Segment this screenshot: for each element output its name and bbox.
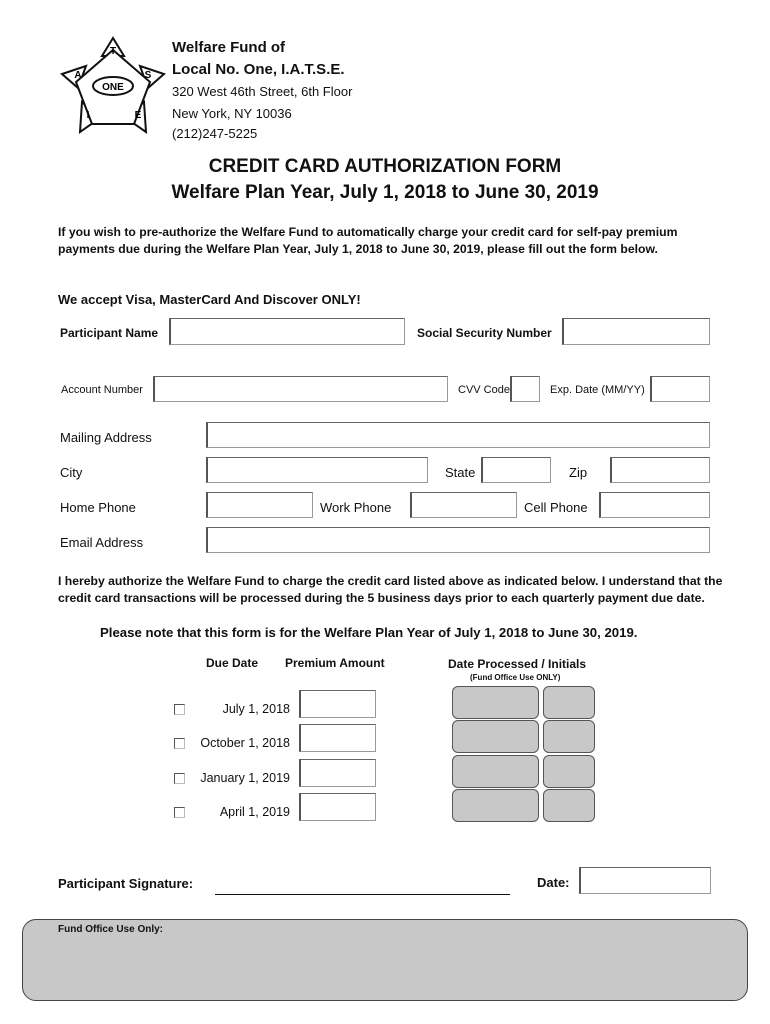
exp-date-input[interactable] (650, 376, 710, 402)
premium-amount-input[interactable] (299, 690, 376, 718)
signature-date-label: Date: (537, 875, 570, 890)
due-date-text: July 1, 2018 (222, 702, 290, 716)
org-address2: New York, NY 10036 (172, 106, 292, 121)
cell-phone-input[interactable] (599, 492, 710, 518)
signature-date-input[interactable] (579, 867, 711, 894)
work-phone-label: Work Phone (320, 500, 392, 515)
exp-date-label: Exp. Date (MM/YY) (550, 384, 645, 396)
logo-letter-e: E (134, 110, 142, 121)
ssn-label: Social Security Number (417, 326, 552, 340)
email-input[interactable] (206, 527, 710, 553)
participant-name-label: Participant Name (60, 326, 159, 340)
initials-box (543, 686, 595, 719)
date-processed-box (452, 720, 539, 753)
org-name-line2: Local No. One, I.A.T.S.E. (172, 61, 345, 78)
cvv-input[interactable] (510, 376, 540, 402)
date-processed-header: Date Processed / Initials (448, 657, 587, 671)
date-processed-box (452, 755, 539, 788)
form-title: CREDIT CARD AUTHORIZATION FORM (208, 156, 562, 177)
date-processed-box (452, 789, 539, 822)
mailing-address-input[interactable] (206, 422, 710, 448)
account-number-label: Account Number (61, 384, 143, 396)
org-name-line1: Welfare Fund of (172, 39, 286, 56)
email-label: Email Address (60, 535, 144, 550)
logo-letter-t: T (109, 46, 117, 57)
ssn-input[interactable] (562, 318, 710, 345)
logo-letter-a: A (74, 70, 82, 81)
mailing-address-label: Mailing Address (60, 430, 152, 445)
home-phone-input[interactable] (206, 492, 313, 518)
fund-office-box (22, 919, 748, 1001)
authorization-text: I hereby authorize the Welfare Fund to charge the credit card listed above as indicated below. I understand that the credit card transactions will be processed during the 5 business days prior to each quarterly payment due date. (58, 574, 723, 605)
state-input[interactable] (481, 457, 551, 483)
plan-note: Please note that this form is for the Welfare Plan Year of July 1, 2018 to June 30, 2019. (100, 625, 638, 640)
zip-input[interactable] (610, 457, 710, 483)
signature-line[interactable] (215, 894, 510, 895)
fund-office-label: Fund Office Use Only: (58, 924, 164, 935)
due-date-header: Due Date (206, 656, 259, 670)
due-date-text: April 1, 2019 (219, 805, 290, 819)
premium-amount-header: Premium Amount (285, 656, 385, 670)
initials-box (543, 789, 595, 822)
cell-phone-label: Cell Phone (524, 500, 588, 515)
city-input[interactable] (206, 457, 428, 483)
form-subtitle: Welfare Plan Year, July 1, 2018 to June 30, 2019 (171, 182, 599, 203)
due-date-text: January 1, 2019 (200, 771, 290, 785)
date-processed-box (452, 686, 539, 719)
home-phone-label: Home Phone (60, 500, 136, 515)
due-date-text: October 1, 2018 (200, 736, 290, 750)
account-number-input[interactable] (153, 376, 448, 402)
intro-paragraph: If you wish to pre-authorize the Welfare Fund to automatically charge your credit card for self-pay premium payments due during the Welfare Plan Year, July 1, 2018 to June 30, 2019, please fill out the form below. (58, 225, 678, 256)
cvv-label: CVV Code (458, 384, 510, 396)
premium-amount-input[interactable] (299, 793, 376, 821)
initials-box (543, 755, 595, 788)
participant-name-input[interactable] (169, 318, 405, 345)
premium-amount-input[interactable] (299, 759, 376, 787)
accept-note: We accept Visa, MasterCard And Discover ONLY! (58, 292, 361, 307)
iatse-logo (58, 36, 168, 136)
logo-letter-i: I (86, 110, 90, 121)
signature-label: Participant Signature: (58, 876, 194, 891)
initials-box (543, 720, 595, 753)
logo-letter-s: S (144, 70, 152, 81)
org-address1: 320 West 46th Street, 6th Floor (172, 84, 353, 99)
zip-label: Zip (569, 465, 588, 480)
premium-amount-input[interactable] (299, 724, 376, 752)
logo-one-text: ONE (102, 82, 124, 93)
org-phone: (212)247-5225 (172, 126, 258, 141)
state-label: State (445, 465, 476, 480)
city-label: City (60, 465, 83, 480)
fund-office-use-subheader: (Fund Office Use ONLY) (470, 673, 561, 682)
work-phone-input[interactable] (410, 492, 517, 518)
